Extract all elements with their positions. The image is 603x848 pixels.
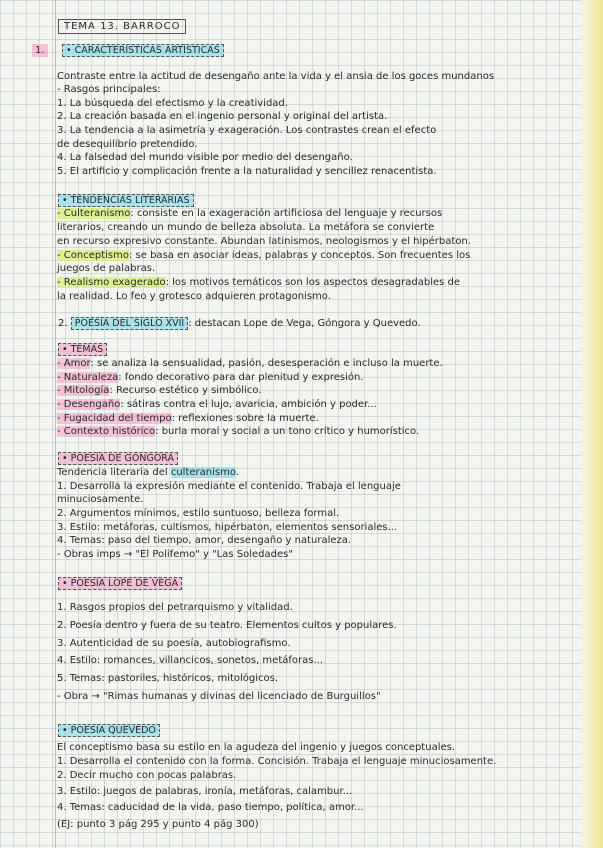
note-text: en recurso expresivo constante. Abundan latinismos, neologismos y el hipérbaton.: [57, 236, 471, 247]
section-number: 1.: [32, 44, 48, 57]
note-text: 1. Rasgos propios del petrarquismo y vitalidad.: [57, 602, 293, 613]
note-line: [57, 637, 291, 650]
note-line: [57, 654, 323, 667]
note-line: [57, 70, 494, 83]
highlighted-term: - Desengaño: [57, 399, 121, 410]
highlighted-term: - Realismo exagerado: [57, 277, 166, 288]
note-line: [57, 672, 278, 685]
section-heading: • POESÍA DE GÓNGORA: [58, 452, 178, 465]
note-line: [58, 577, 182, 590]
note-line: [58, 724, 160, 737]
note-text: 3. La tendencia a la asimetría y exageración. Los contrastes crean el efecto: [57, 125, 437, 136]
note-line: [58, 317, 421, 330]
note-text: .: [235, 467, 239, 478]
note-line: [57, 425, 419, 438]
note-text: Contraste entre la actitud de desengaño ante la vida y el ansia de los goces mundanos: [57, 71, 495, 82]
note-text: 5. Temas: pastoriles, históricos, mitológicos.: [57, 673, 279, 684]
highlighted-term: - Mitología: [57, 385, 110, 396]
note-line: [57, 290, 331, 303]
note-text: : burla moral y social a un tono crítico y humorístico.: [155, 426, 420, 437]
note-line: [57, 818, 259, 831]
highlighted-term: - Amor: [57, 358, 91, 369]
note-line: [57, 276, 460, 289]
note-text: : los motivos temáticos son los aspectos desagradables de: [165, 277, 461, 288]
note-line: [57, 249, 470, 262]
note-line: [57, 97, 288, 110]
note-text: 2. La creación basada en el ingenio personal y original del artista.: [57, 111, 388, 122]
note-text: 2. Poesía dentro y fuera de su teatro. Elementos cultos y populares.: [57, 620, 397, 631]
note-line: [57, 493, 143, 506]
note-line: [57, 384, 261, 397]
note-text: : Recurso estético y simbólico.: [109, 385, 262, 396]
note-text: : destacan Lope de Vega, Góngora y Quevedo.: [188, 318, 421, 329]
note-line: [57, 755, 496, 768]
note-line: [57, 548, 293, 561]
note-line: [57, 235, 471, 248]
note-text: El conceptismo basa su estilo en la agudeza del ingenio y juegos conceptuales.: [57, 742, 456, 753]
note-text: juegos de palabras.: [57, 263, 156, 274]
note-line: [57, 801, 364, 814]
note-text: 4. La falsedad del mundo visible por medio del desengaño.: [57, 152, 353, 163]
page-title: TEMA 13. BARROCO: [58, 19, 186, 34]
note-text: : sátiras contra el lujo, avaricia, ambición y poder...: [120, 399, 377, 410]
page-edge: [581, 0, 603, 848]
note-text: : se analiza la sensualidad, pasión, desesperación e incluso la muerte.: [90, 358, 443, 369]
note-text: 3. Estilo: juegos de palabras, ironía, metáforas, calambur...: [57, 786, 353, 797]
note-text: minuciosamente.: [57, 494, 144, 505]
note-line: [57, 690, 381, 703]
section-heading: • POESÍA QUEVEDO: [58, 724, 160, 737]
note-text: : consiste en la exageración artificiosa del lenguaje y recursos: [130, 208, 443, 219]
note-line: [57, 769, 236, 782]
note-text: Tendencia literaria del: [57, 467, 171, 478]
note-line: [57, 221, 434, 234]
note-line: [57, 151, 353, 164]
note-text: 1. La búsqueda del efectismo y la creatividad.: [57, 98, 288, 109]
note-line: [57, 466, 239, 479]
note-text: : se basa en asociar ideas, palabras y conceptos. Son frecuentes los: [129, 250, 471, 261]
highlighted-term: culteranismo: [170, 467, 236, 478]
note-line: [57, 110, 387, 123]
note-line: [57, 785, 352, 798]
note-text: de desequilibrio pretendido.: [57, 139, 198, 150]
note-text: - Obra → "Rimas humanas y divinas del licenciado de Burguillos": [57, 691, 381, 702]
note-text: 4. Temas: paso del tiempo, amor, desengaño y naturaleza.: [57, 535, 352, 546]
note-text: literarios, creando un mundo de belleza absoluta. La metáfora se convierte: [57, 222, 435, 233]
note-line: [58, 343, 107, 356]
note-text: - Rasgos principales:: [57, 84, 161, 95]
note-text: 3. Autenticidad de su poesía, autobiografismo.: [57, 638, 291, 649]
note-text: 4. Temas: caducidad de la vida, paso tiempo, política, amor...: [57, 802, 364, 813]
highlighted-term: - Fugacidad del tiempo: [57, 413, 172, 424]
note-text: 1. Desarrolla el contenido con la forma. Concisión. Trabaja el lenguaje minuciosamente.: [57, 756, 497, 767]
note-line: [62, 44, 224, 57]
note-line: [57, 357, 443, 370]
note-line: [57, 619, 397, 632]
note-text: 5. El artificio y complicación frente a la naturalidad y sencillez renacentista.: [57, 166, 437, 177]
note-line: [57, 521, 397, 534]
note-text: : fondo decorativo para dar plenitud y expresión.: [118, 372, 364, 383]
section-heading: POESÍA DEL SIGLO XVII: [71, 317, 188, 330]
note-line: [58, 452, 178, 465]
note-line: [57, 207, 442, 220]
highlighted-term: - Culteranismo: [57, 208, 131, 219]
note-text: - Obras imps → "El Polifemo" y "Las Soledades": [57, 549, 293, 560]
highlighted-term: - Conceptismo: [57, 250, 129, 261]
note-line: [57, 165, 437, 178]
section-heading: • TENDENCIAS LITERARIAS: [58, 194, 194, 207]
note-line: [58, 194, 194, 207]
note-text: la realidad. Lo feo y grotesco adquieren protagonismo.: [57, 291, 331, 302]
note-text: 1. Desarrolla la expresión mediante el contenido. Trabaja el lenguaje: [57, 481, 401, 492]
note-line: [57, 741, 455, 754]
note-line: [57, 507, 339, 520]
note-line: [57, 398, 377, 411]
note-line: [57, 601, 293, 614]
note-text: 2.: [58, 318, 71, 329]
highlighted-term: - Naturaleza: [57, 372, 119, 383]
section-heading: • TEMAS: [58, 343, 107, 356]
note-line: [57, 371, 364, 384]
note-text: 2. Decir mucho con pocas palabras.: [57, 770, 237, 781]
note-text: : reflexiones sobre la muerte.: [171, 413, 319, 424]
note-line: [57, 262, 155, 275]
note-line: [57, 480, 401, 493]
note-text: 3. Estilo: metáforas, cultismos, hipérbaton, elementos sensoriales...: [57, 522, 398, 533]
note-text: 2. Argumentos mínimos, estilo suntuoso, belleza formal.: [57, 508, 340, 519]
note-line: [57, 412, 319, 425]
note-line: [57, 83, 161, 96]
highlighted-term: - Contexto histórico: [57, 426, 156, 437]
note-line: [57, 124, 436, 137]
section-heading: • POESÍA LOPE DE VEGA: [58, 577, 182, 590]
note-line: [57, 138, 198, 151]
note-text: 4. Estilo: romances, villancicos, sonetos, metáforas...: [57, 655, 323, 666]
note-text: (EJ: punto 3 pág 295 y punto 4 pág 300): [57, 819, 259, 830]
margin-line: [55, 0, 56, 848]
section-heading: • CARACTERÍSTICAS ARTÍSTICAS: [62, 44, 224, 57]
note-line: [57, 534, 351, 547]
